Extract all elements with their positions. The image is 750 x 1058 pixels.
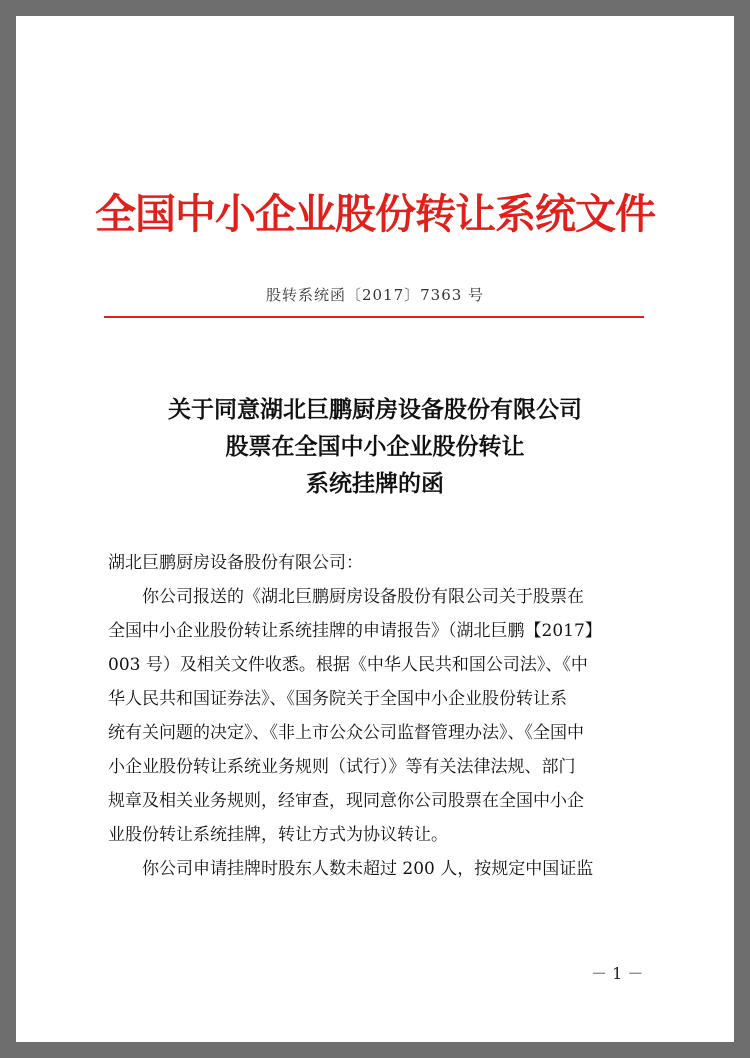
document-subject (16, 391, 734, 502)
paragraph-line: 你公司申请挂牌时股东人数未超过 200 人，按规定中国证监 (142, 859, 594, 879)
addressee: 湖北巨鹏厨房设备股份有限公司： (108, 553, 363, 573)
paragraph-line: 业股份转让系统挂牌，转让方式为协议转让。 (108, 825, 448, 845)
paragraph-line: 规章及相关业务规则，经审查，现同意你公司股票在全国中小企 (108, 791, 584, 811)
paragraph-line: 全国中小企业股份转让系统挂牌的申请报告》（湖北巨鹏【2017】 (108, 621, 602, 641)
page-number: － 1 － (591, 964, 644, 983)
document-body (108, 546, 648, 886)
paragraph-line: 统有关问题的决定》、《非上市公众公司监督管理办法》、《全国中 (108, 723, 584, 743)
red-divider-line (104, 316, 644, 318)
subject-line: 关于同意湖北巨鹏厨房设备股份有限公司 (168, 396, 582, 423)
document-page (16, 16, 734, 1042)
paragraph-line: 你公司报送的《湖北巨鹏厨房设备股份有限公司关于股票在 (142, 587, 584, 607)
paragraph-line: 小企业股份转让系统业务规则（试行）》等有关法律法规、部门 (108, 757, 576, 777)
document-header-title: 全国中小企业股份转让系统文件 (95, 190, 655, 238)
subject-line: 股票在全国中小企业股份转让 (225, 433, 525, 460)
document-number: 股转系统函〔2017〕7363 号 (265, 286, 485, 304)
subject-line: 系统挂牌的函 (306, 470, 444, 497)
paragraph-line: 华人民共和国证券法》、《国务院关于全国中小企业股份转让系 (108, 689, 567, 709)
paragraph-line: 003 号）及相关文件收悉。根据《中华人民共和国公司法》、《中 (108, 655, 588, 675)
